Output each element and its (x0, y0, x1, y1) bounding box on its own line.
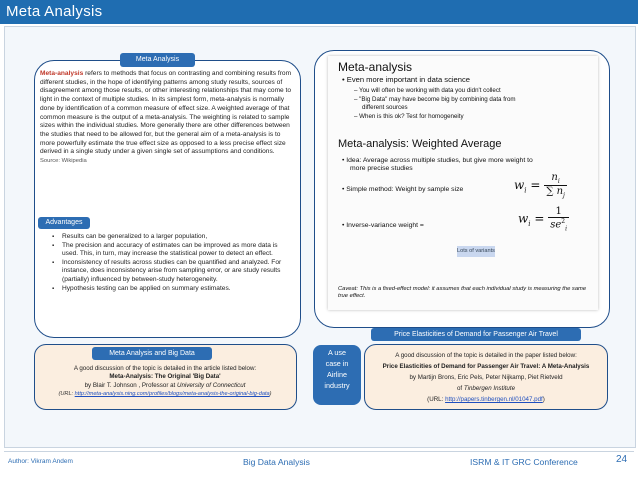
embedded-heading-2: Meta-analysis: Weighted Average (338, 138, 502, 150)
embedded-sub-bullet-cont: different sources (362, 104, 408, 111)
paper-url-line: (URL: http://papers.tinbergen.nl/01047.pdf) (427, 396, 545, 403)
embedded-bullet: • Even more important in data science (342, 75, 471, 84)
paper-title: Price Elasticities of Demand for Passenger Air Travel: A Meta-Analysis (382, 363, 590, 370)
source-note: Source: Wikipedia (40, 158, 87, 165)
embedded-slide-image (328, 56, 598, 310)
caveat-text: Caveat: This is a fixed-effect model: it assumes that each individual study is measuring the same true effect. (338, 286, 587, 299)
page-number: 24 (616, 454, 628, 465)
air-travel-line: A good discussion of the topic is detailed in the paper listed below: (395, 352, 577, 359)
air-travel-text (366, 350, 606, 405)
embedded-sub-bullet: – You will often be working with data you didn't collect (354, 87, 501, 94)
sample-size-weight-formula: $w_i$ = $\frac{n_i}{\sum n_j}$ (514, 172, 565, 199)
article-title: Meta-Analysis: The Original 'Big Data' (109, 373, 221, 381)
title-bar (0, 0, 638, 24)
article-url-line: (URL: http://meta-analysis.ning.com/profiles/blogs/meta-analysis-the-original-big-data) (58, 391, 272, 398)
embedded-heading-1: Meta-analysis (338, 60, 413, 74)
lots-of-variants-note: Lots of variants (457, 246, 495, 257)
paper-link[interactable]: http://papers.tinbergen.nl/01047.pdf (445, 396, 543, 403)
keyword: Meta-analysis (40, 70, 84, 77)
embedded-sub-bullet: – When is this ok? Test for homogeneity (354, 113, 464, 120)
article-link[interactable]: http://meta-analysis.ning.com/profiles/blogs/meta-analysis-the-original-big-data (74, 391, 270, 398)
meta-analysis-tab: Meta Analysis (120, 53, 195, 67)
footer-title: Big Data Analysis (243, 457, 310, 467)
slide-title: Meta Analysis (6, 3, 103, 20)
inverse-variance-formula: $w_i$ = $\frac{1}{se^2_i}$ (518, 206, 568, 233)
footer-divider (4, 451, 634, 452)
advantage-item: ▪ Results can be generalized to a larger population, (50, 233, 290, 242)
embedded-bullet-cont: more precise studies (350, 165, 413, 172)
article-author: by Blair T. Johnson , Professor at University of Connecticut (84, 381, 246, 389)
embedded-bullet: • Idea: Average across multiple studies, but give more weight to (342, 157, 533, 164)
advantages-tab: Advantages (38, 217, 90, 229)
paper-authors: by Martijn Brons, Eric Pels, Peter Nijkamp, Piet Rietveld (409, 374, 563, 381)
advantage-item: ▪ Hypothesis testing can be applied on summary estimates. (50, 285, 290, 294)
footer-author: Author: Vikram Andem (8, 458, 73, 465)
big-data-line: A good discussion of the topic is detailed in the article listed below: (73, 365, 257, 372)
air-travel-tab: Price Elasticities of Demand for Passenger Air Travel (371, 328, 581, 341)
embedded-bullet: • Inverse-variance weight = (342, 222, 424, 229)
embedded-sub-bullet: – "Big Data" may have become big by combining data from (354, 96, 516, 103)
advantages-list (50, 233, 290, 293)
advantage-item: ▪ Inconsistency of results across studies can be quantified and analyzed. For instance, does inconsistency arise from sampling error, or are study results (partially) influenced by between-study heterogeneity. (50, 259, 290, 285)
embedded-bullet: • Simple method: Weight by sample size (342, 186, 464, 193)
big-data-text (36, 365, 294, 399)
paper-institution: of Tinbergen Institute (456, 385, 516, 392)
definition-body: refers to methods that focus on contrasting and combining results from different studies, in the hope of identifying patterns among study results, sources of disagreement among those results, or other interesting relationships that may come to light in the context of multiple studies. In its simplest form, meta-analysis is normally done by identification of a common measure of effect size. A weighted average of that common measure is the output of a meta-analysis. The weighting is related to sample sizes within the individual studies. More generally there are other differences between the studies that need to be allowed for, but the general aim of a meta-analysis is to more powerfully estimate the true effect size as opposed to a less precise effect size derived in a single study under a given single set of assumptions and conditions. (40, 70, 292, 156)
footer-conference: ISRM & IT GRC Conference (470, 457, 578, 467)
advantage-item: ▪ The precision and accuracy of estimates can be improved as more data is used. This, in turn, may increase the statistical power to detect an effect. (50, 242, 290, 259)
big-data-tab: Meta Analysis and Big Data (92, 347, 212, 360)
meta-analysis-definition (40, 70, 292, 166)
use-case-badge: A use case in Airline industry (313, 345, 361, 405)
